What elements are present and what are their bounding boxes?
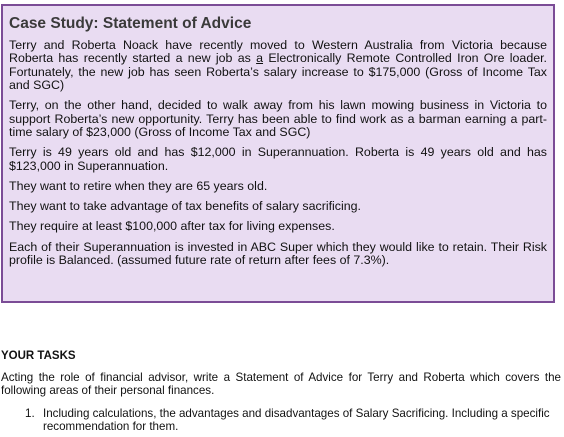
hyperlink-a[interactable]: a: [256, 51, 264, 66]
case-study-title: Case Study: Statement of Advice: [9, 15, 252, 32]
case-paragraph-salary-sacrifice: They want to take advantage of tax benefits of salary sacrificing.: [9, 199, 361, 214]
task-number: 1.: [25, 407, 35, 420]
task-text: Including calculations, the advantages and disadvantages of Salary Sacrificing. Including a specific recommendation for them.: [43, 407, 550, 433]
case-paragraph-terry-work: Terry, on the other hand, decided to walk away from his lawn mowing business in Victoria to support Roberta’s new opportunity. Terry has been able to find work as a barman earning a part-time salary of $23,000 (Gross of Income Tax and SGC): [9, 98, 547, 140]
case-paragraph-move-end: Electronically Remote Controlled Iron Ore loader. Fortunately, the new job has seen Roberta’s salary increase to $175,000 (Gross of Income Tax and SGC): [9, 51, 547, 93]
case-paragraph-super-balances: Terry is 49 years old and has $12,000 in Superannuation. Roberta is 49 years old and has $123,000 in Superannuation.: [9, 145, 547, 173]
case-paragraph-move: [9, 39, 547, 93]
case-paragraph-risk-profile: Each of their Superannuation is invested in ABC Super which they would like to retain. Their Risk profile is Balanced. (assumed future rate of return after fees of 7.3%).: [9, 239, 547, 268]
task-item: [25, 407, 561, 433]
tasks-intro: Acting the role of financial advisor, write a Statement of Advice for Terry and Roberta which covers the following areas of their personal finances.: [1, 371, 561, 397]
case-study-box: [1, 4, 555, 303]
case-paragraph-move-start: Terry and Roberta Noack have recently moved to Western Australia from Victoria because Roberta has recently started a new job as: [9, 38, 547, 66]
tasks-heading: YOUR TASKS: [1, 350, 76, 362]
tasks-section: [1, 350, 561, 433]
case-paragraph-retirement-age: They want to retire when they are 65 years old.: [9, 179, 268, 194]
case-paragraph-living-expenses: They require at least $100,000 after tax for living expenses.: [9, 219, 335, 234]
